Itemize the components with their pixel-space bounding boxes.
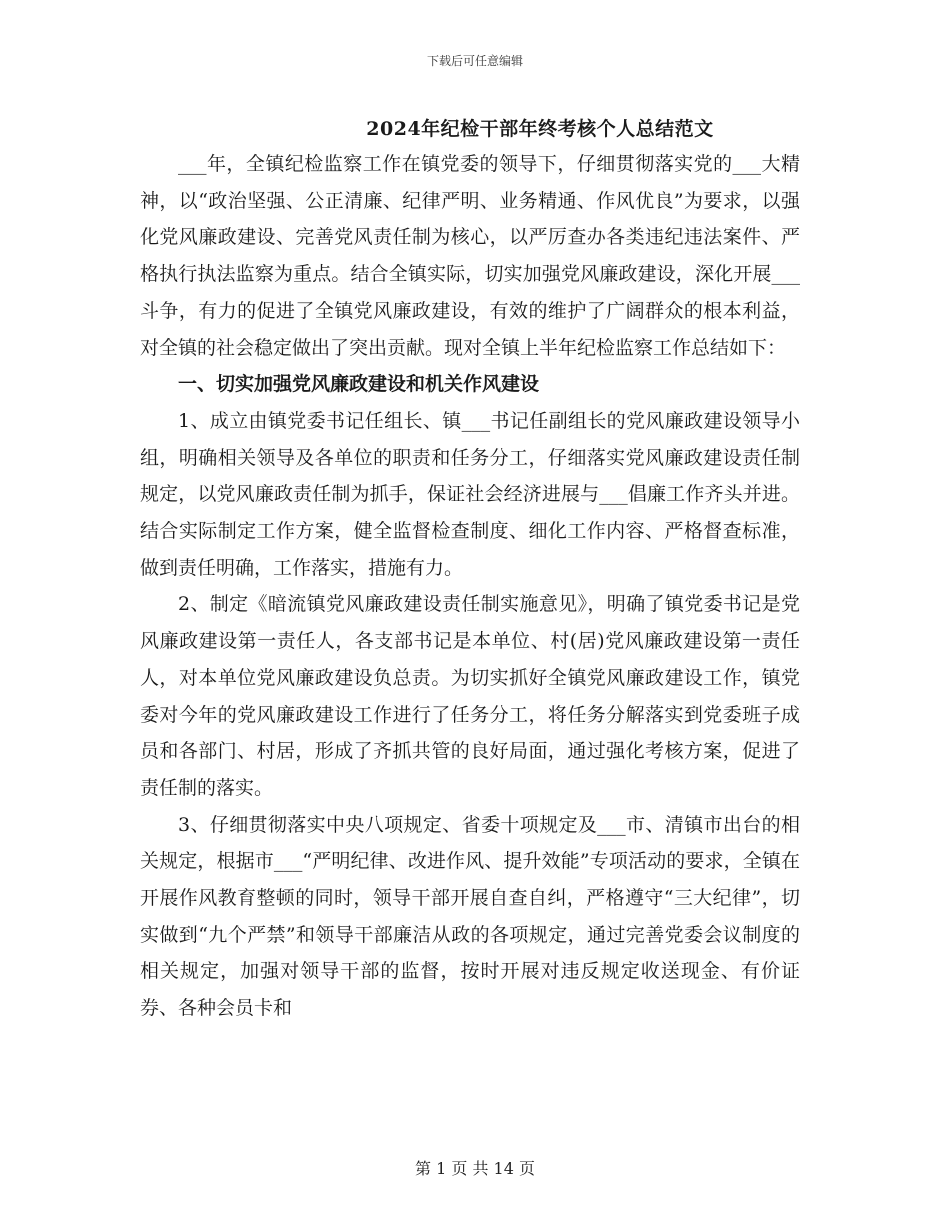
page-title: 2024年纪检干部年终考核个人总结范文 <box>366 118 714 140</box>
paragraph-item-2: 2、制定《暗流镇党风廉政建设责任制实施意见》，明确了镇党委书记是党风廉政建设第一责任人，各支部书记是本单位、村(居)党风廉政建设第一责任人，对本单位党风廉政建设负总责。为切实抓好全镇党风廉政建设工作，镇党委对今年的党风廉政建设工作进行了任务分工，将任务分解落实到党委班子成员和各部门、村居，形成了齐抓共管的良好局面，通过强化考核方案，促进了责任制的落实。 <box>140 593 800 799</box>
paragraph-item-1: 1、成立由镇党委书记任组长、镇___书记任副组长的党风廉政建设领导小组，明确相关领导及各单位的职责和任务分工，仔细落实党风廉政建设责任制规定，以党风廉政责任制为抓手，保证社会经济进展与___倡廉工作齐头并进。结合实际制定工作方案，健全监督检查制度、细化工作内容、严格督查标准，做到责任明确，工作落实，措施有力。 <box>140 409 800 579</box>
document-body <box>140 146 800 1027</box>
section-heading: 一、切实加强党风廉政建设和机关作风建设 <box>178 373 540 396</box>
header-note: 下载后可任意编辑 <box>426 54 523 68</box>
paragraph-item-3: 3、仔细贯彻落实中央八项规定、省委十项规定及___市、清镇市出台的相关规定，根据市___“严明纪律、改进作风、提升效能”专项活动的要求，全镇在开展作风教育整顿的同时，领导干部开展自查自纠，严格遵守“三大纪律”，切实做到“九个严禁”和领导干部廉洁从政的各项规定，通过完善党委会议制度的相关规定，加强对领导干部的监督，按时开展对违反规定收送现金、有价证券、各种会员卡和 <box>140 813 800 1020</box>
intro-paragraph: ___年，全镇纪检监察工作在镇党委的领导下，仔细贯彻落实党的___大精神，以“政治坚强、公正清廉、纪律严明、业务精通、作风优良”为要求，以强化党风廉政建设、完善党风责任制为核心，以严厉查办各类违纪违法案件、严格执行执法监察为重点。结合全镇实际，切实加强党风廉政建设，深化开展___斗争，有力的促进了全镇党风廉政建设，有效的维护了广阔群众的根本利益，对全镇的社会稳定做出了突出贡献。现对全镇上半年纪检监察工作总结如下： <box>140 153 800 359</box>
page-footer: 第 1 页 共 14 页 <box>415 1159 535 1178</box>
